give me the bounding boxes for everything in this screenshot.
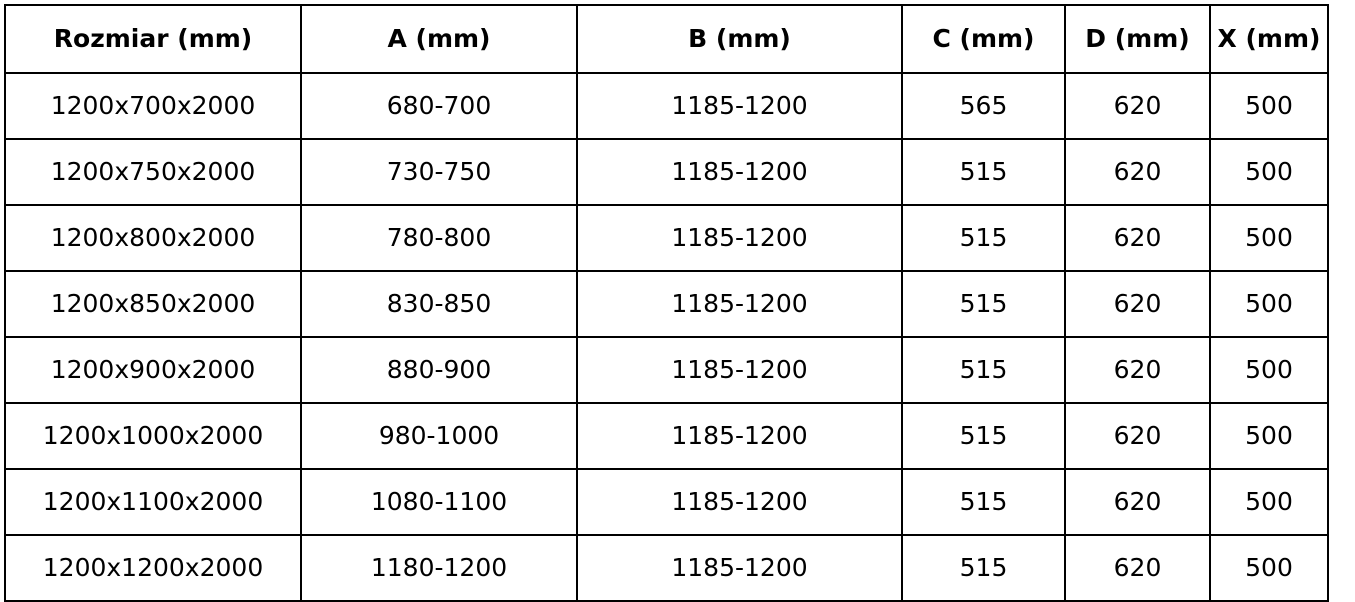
table-row <box>5 403 1328 469</box>
cell-b: 1185-1200 <box>577 73 902 139</box>
cell-x: 500 <box>1210 469 1328 535</box>
table-row <box>5 73 1328 139</box>
cell-a: 1080-1100 <box>301 469 577 535</box>
table-header-row <box>5 5 1328 73</box>
table-row <box>5 469 1328 535</box>
cell-x: 500 <box>1210 205 1328 271</box>
table-row <box>5 271 1328 337</box>
cell-c: 515 <box>902 403 1065 469</box>
column-header-b: B (mm) <box>577 5 902 73</box>
cell-d: 620 <box>1065 271 1210 337</box>
cell-rozmiar: 1200x1100x2000 <box>5 469 301 535</box>
cell-x: 500 <box>1210 403 1328 469</box>
table-row <box>5 535 1328 601</box>
cell-a: 730-750 <box>301 139 577 205</box>
cell-a: 680-700 <box>301 73 577 139</box>
column-header-x: X (mm) <box>1210 5 1328 73</box>
cell-x: 500 <box>1210 73 1328 139</box>
cell-rozmiar: 1200x750x2000 <box>5 139 301 205</box>
cell-d: 620 <box>1065 403 1210 469</box>
table-row <box>5 205 1328 271</box>
cell-x: 500 <box>1210 139 1328 205</box>
cell-d: 620 <box>1065 535 1210 601</box>
cell-rozmiar: 1200x1000x2000 <box>5 403 301 469</box>
cell-c: 515 <box>902 337 1065 403</box>
cell-a: 780-800 <box>301 205 577 271</box>
cell-c: 515 <box>902 205 1065 271</box>
cell-b: 1185-1200 <box>577 271 902 337</box>
cell-b: 1185-1200 <box>577 469 902 535</box>
cell-b: 1185-1200 <box>577 139 902 205</box>
column-header-c: C (mm) <box>902 5 1065 73</box>
cell-x: 500 <box>1210 337 1328 403</box>
table-header <box>5 5 1328 73</box>
specification-table-container <box>0 4 1355 595</box>
cell-c: 515 <box>902 469 1065 535</box>
cell-a: 1180-1200 <box>301 535 577 601</box>
cell-a: 980-1000 <box>301 403 577 469</box>
cell-rozmiar: 1200x700x2000 <box>5 73 301 139</box>
table-row <box>5 337 1328 403</box>
cell-rozmiar: 1200x1200x2000 <box>5 535 301 601</box>
cell-b: 1185-1200 <box>577 337 902 403</box>
cell-x: 500 <box>1210 271 1328 337</box>
column-header-rozmiar: Rozmiar (mm) <box>5 5 301 73</box>
cell-a: 830-850 <box>301 271 577 337</box>
cell-d: 620 <box>1065 469 1210 535</box>
cell-c: 515 <box>902 271 1065 337</box>
cell-rozmiar: 1200x850x2000 <box>5 271 301 337</box>
cell-c: 515 <box>902 139 1065 205</box>
specification-table <box>4 4 1329 602</box>
cell-rozmiar: 1200x800x2000 <box>5 205 301 271</box>
cell-x: 500 <box>1210 535 1328 601</box>
cell-c: 515 <box>902 535 1065 601</box>
cell-c: 565 <box>902 73 1065 139</box>
cell-b: 1185-1200 <box>577 535 902 601</box>
cell-d: 620 <box>1065 337 1210 403</box>
table-row <box>5 139 1328 205</box>
column-header-d: D (mm) <box>1065 5 1210 73</box>
cell-d: 620 <box>1065 205 1210 271</box>
table-body <box>5 73 1328 601</box>
cell-rozmiar: 1200x900x2000 <box>5 337 301 403</box>
column-header-a: A (mm) <box>301 5 577 73</box>
cell-b: 1185-1200 <box>577 403 902 469</box>
cell-b: 1185-1200 <box>577 205 902 271</box>
cell-d: 620 <box>1065 139 1210 205</box>
cell-a: 880-900 <box>301 337 577 403</box>
cell-d: 620 <box>1065 73 1210 139</box>
